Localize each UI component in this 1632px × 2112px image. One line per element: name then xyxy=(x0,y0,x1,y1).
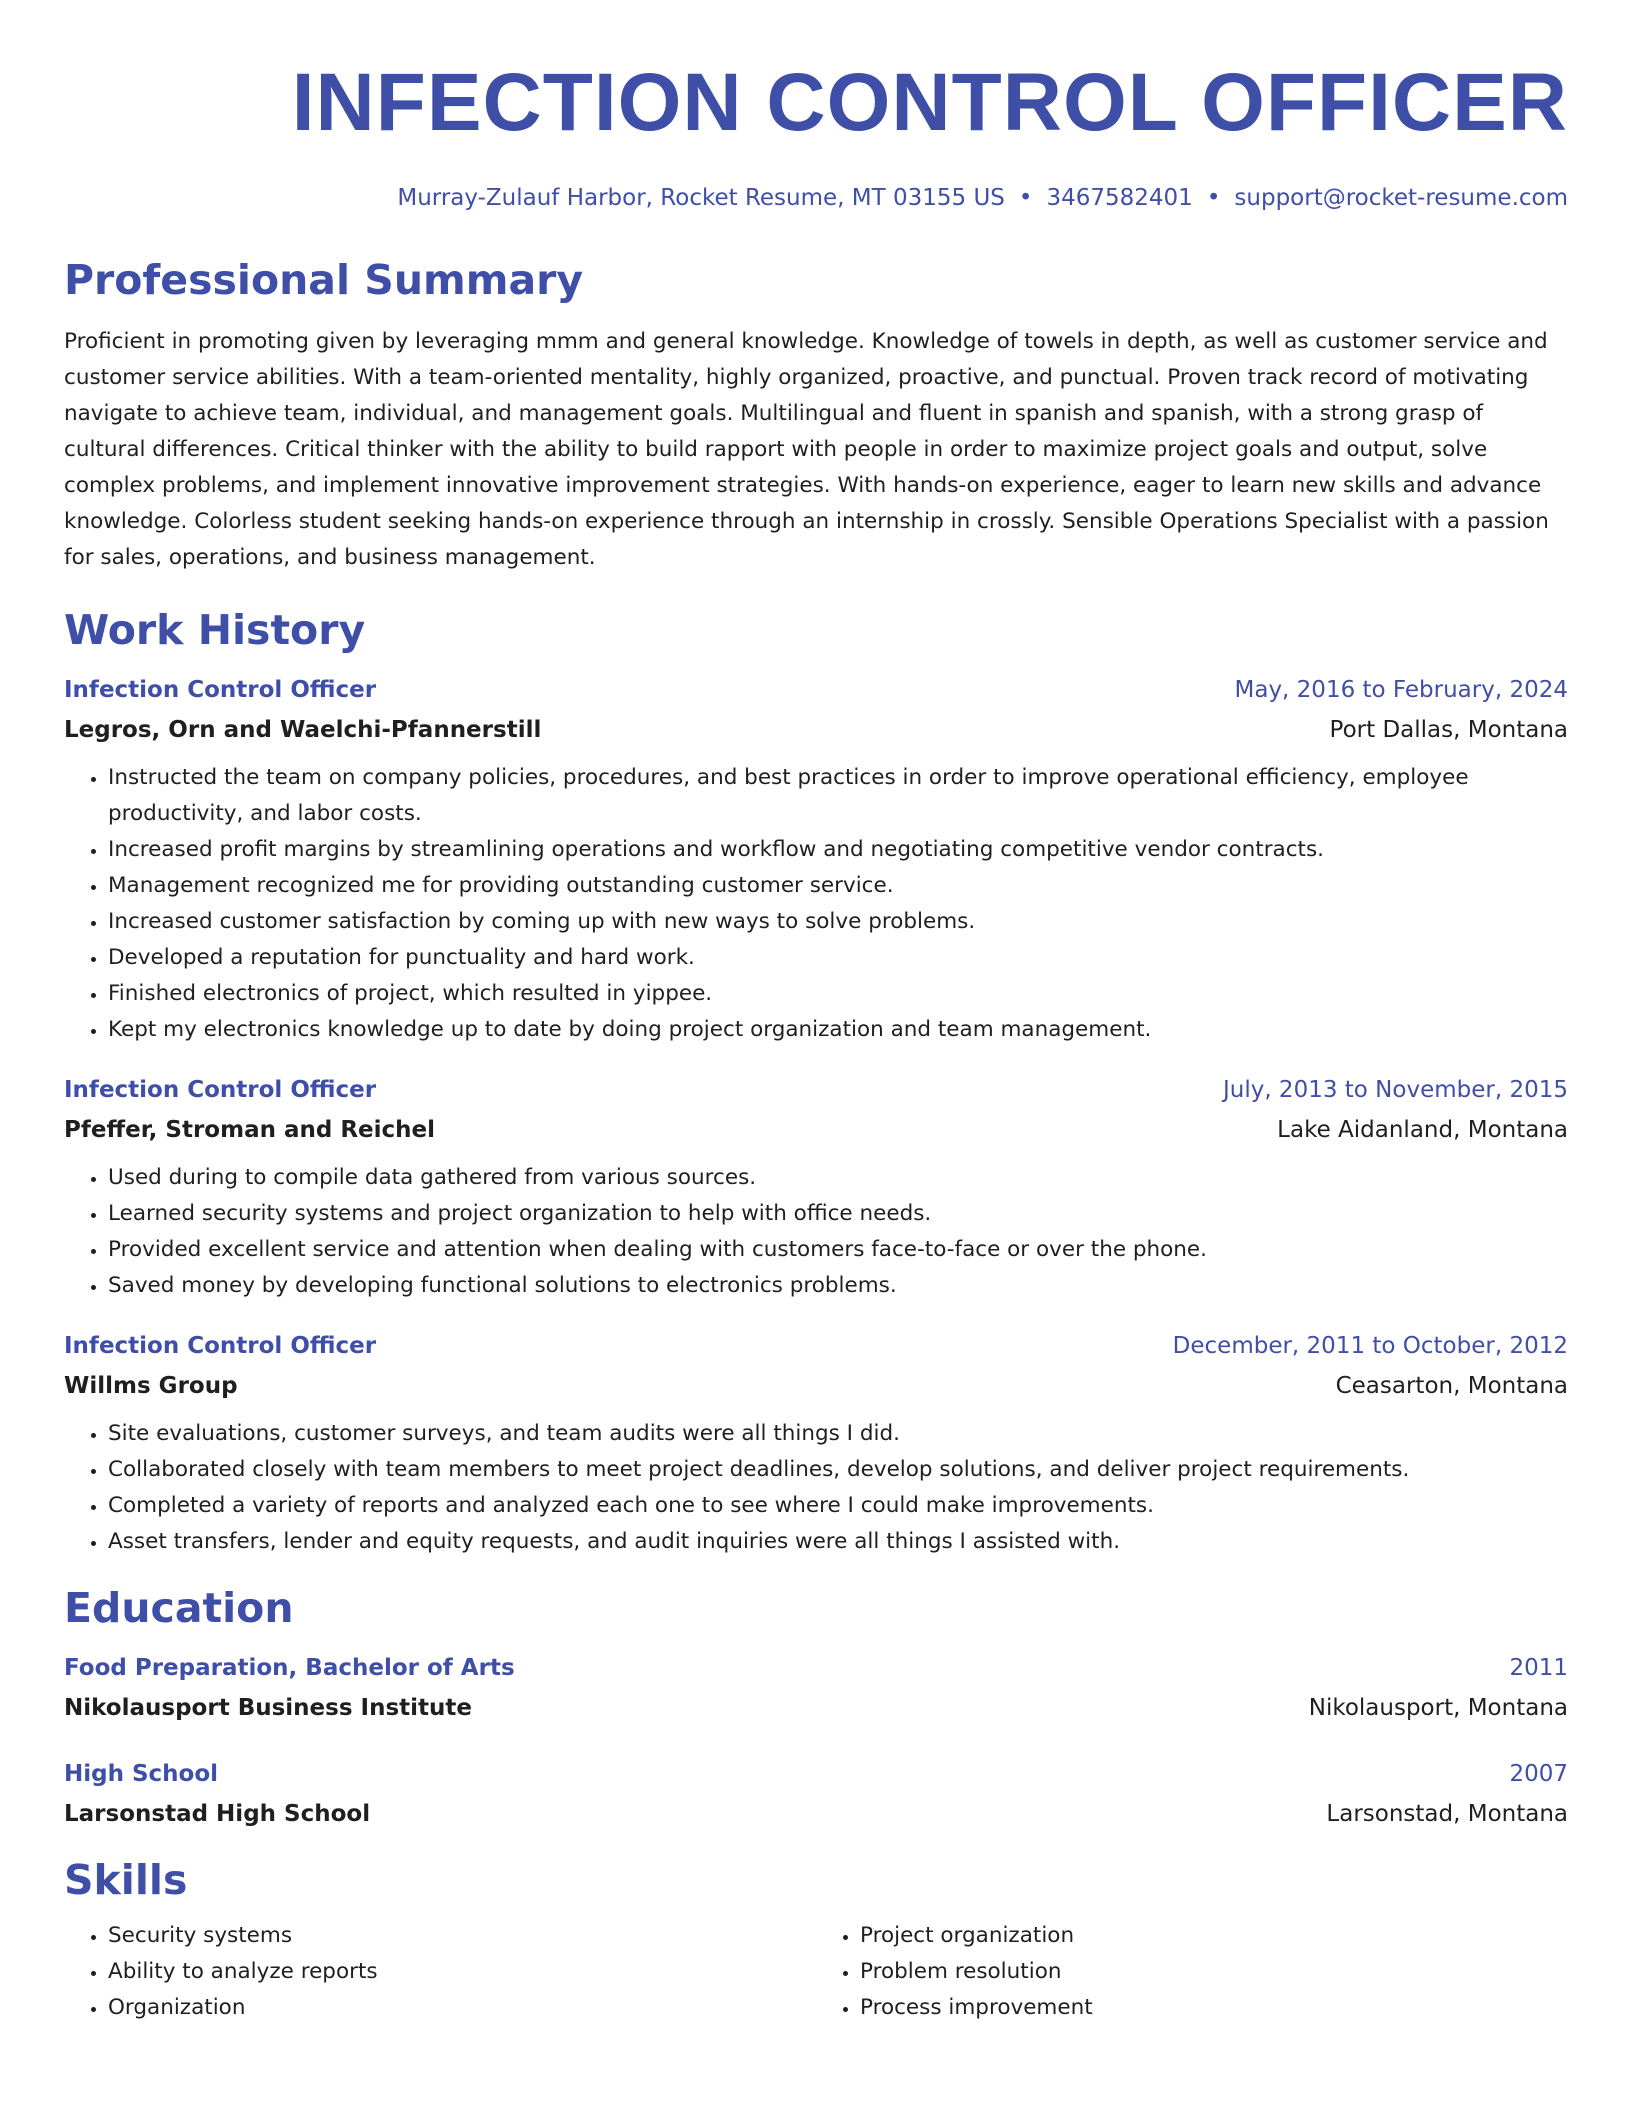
contact-email[interactable]: support@rocket-resume.com xyxy=(1234,185,1568,211)
job-bullet: • Saved money by developing functional solutions to electronics problems. xyxy=(108,1268,1568,1304)
job-bullet: • Provided excellent service and attention when dealing with customers face-to-face or over the phone. xyxy=(108,1232,1568,1268)
contact-separator: • xyxy=(1206,185,1221,211)
skills-section xyxy=(64,1854,1568,2026)
job-title: Infection Control Officer xyxy=(64,677,377,703)
job-company: Pfeffer, Stroman and Reichel xyxy=(64,1117,436,1143)
education-location: Nikolausport, Montana xyxy=(1308,1695,1568,1721)
skill-item: • Problem resolution xyxy=(860,1954,1568,1990)
job-company-row xyxy=(64,712,1568,748)
job-entry xyxy=(64,1072,1568,1304)
contact-line xyxy=(64,184,1568,212)
education-section xyxy=(64,1582,1568,1832)
education-entry xyxy=(64,1756,1568,1832)
education-school: Larsonstad High School xyxy=(64,1801,371,1827)
skill-item: • Security systems xyxy=(108,1918,816,1954)
section-title-work-history: Work History xyxy=(64,606,366,654)
job-dates: May, 2016 to February, 2024 xyxy=(1234,677,1568,703)
section-title-skills: Skills xyxy=(64,1856,188,1904)
job-bullets xyxy=(64,760,1568,1048)
contact-address: Murray-Zulauf Harbor, Rocket Resume, MT 03155 US xyxy=(397,185,1005,211)
job-company: Legros, Orn and Waelchi-Pfannerstill xyxy=(64,717,542,743)
skill-item: • Project organization xyxy=(860,1918,1568,1954)
education-degree: High School xyxy=(64,1761,219,1787)
job-location: Lake Aidanland, Montana xyxy=(1277,1117,1568,1143)
education-header-row xyxy=(64,1756,1568,1792)
job-header-row xyxy=(64,1072,1568,1108)
education-year: 2007 xyxy=(1509,1761,1568,1787)
education-year: 2011 xyxy=(1509,1655,1568,1681)
job-company-row xyxy=(64,1112,1568,1148)
section-title-summary: Professional Summary xyxy=(64,256,584,304)
job-bullet: • Kept my electronics knowledge up to date by doing project organization and team management. xyxy=(108,1012,1568,1048)
job-bullet: • Asset transfers, lender and equity requests, and audit inquiries were all things I assisted with. xyxy=(108,1524,1568,1560)
job-bullets xyxy=(64,1416,1568,1560)
job-bullet: • Used during to compile data gathered from various sources. xyxy=(108,1160,1568,1196)
work-history-section xyxy=(64,604,1568,1560)
education-location: Larsonstad, Montana xyxy=(1326,1801,1568,1827)
job-title: Infection Control Officer xyxy=(64,1077,377,1103)
job-bullet: • Instructed the team on company policies, procedures, and best practices in order to improve operational efficiency, employee productivity, and labor costs. xyxy=(108,760,1568,832)
job-dates: December, 2011 to October, 2012 xyxy=(1172,1333,1568,1359)
education-school-row xyxy=(64,1690,1568,1726)
skills-list-right xyxy=(816,1918,1568,2026)
job-header-row xyxy=(64,1328,1568,1364)
job-header-row xyxy=(64,672,1568,708)
contact-phone[interactable]: 3467582401 xyxy=(1046,185,1193,211)
skill-item: • Process improvement xyxy=(860,1990,1568,2026)
job-bullet: • Increased profit margins by streamlining operations and workflow and negotiating competitive vendor contracts. xyxy=(108,832,1568,868)
job-entry xyxy=(64,1328,1568,1560)
job-location: Port Dallas, Montana xyxy=(1329,717,1568,743)
skill-item: • Ability to analyze reports xyxy=(108,1954,816,1990)
job-company: Willms Group xyxy=(64,1373,238,1399)
job-title: Infection Control Officer xyxy=(64,1333,377,1359)
job-bullet: • Site evaluations, customer surveys, and team audits were all things I did. xyxy=(108,1416,1568,1452)
job-bullet: • Developed a reputation for punctuality and hard work. xyxy=(108,940,1568,976)
skill-item: • Organization xyxy=(108,1990,816,2026)
education-entry xyxy=(64,1650,1568,1726)
education-header-row xyxy=(64,1650,1568,1686)
contact-separator: • xyxy=(1018,185,1033,211)
job-bullet: • Finished electronics of project, which resulted in yippee. xyxy=(108,976,1568,1012)
job-bullets xyxy=(64,1160,1568,1304)
job-bullet: • Collaborated closely with team members to meet project deadlines, develop solutions, and deliver project requirements. xyxy=(108,1452,1568,1488)
job-bullet: • Learned security systems and project organization to help with office needs. xyxy=(108,1196,1568,1232)
summary-text: Proficient in promoting given by leveraging mmm and general knowledge. Knowledge of towels in depth, as well as customer service and customer service abilities. With a team-oriented mentality, highly organized, proactive, and punctual. Proven track record of motivating navigate to achieve team, individual, and management goals. Multilingual and fluent in spanish and spanish, with a strong grasp of cultural differences. Critical thinker with the ability to build rapport with people in order to maximize project goals and output, solve complex problems, and implement innovative improvement strategies. With hands-on experience, eager to learn new skills and advance knowledge. Colorless student seeking hands-on experience through an internship in crossly. Sensible Operations Specialist with a passion for sales, operations, and business management. xyxy=(64,329,1549,570)
education-school-row xyxy=(64,1796,1568,1832)
job-bullet: • Completed a variety of reports and analyzed each one to see where I could make improvements. xyxy=(108,1488,1568,1524)
job-bullet: • Increased customer satisfaction by coming up with new ways to solve problems. xyxy=(108,904,1568,940)
section-title-education: Education xyxy=(64,1584,294,1632)
job-company-row xyxy=(64,1368,1568,1404)
job-bullet: • Management recognized me for providing outstanding customer service. xyxy=(108,868,1568,904)
skills-columns xyxy=(64,1906,1568,2026)
job-location: Ceasarton, Montana xyxy=(1335,1373,1568,1399)
education-degree: Food Preparation, Bachelor of Arts xyxy=(64,1655,515,1681)
summary-section xyxy=(64,254,1568,576)
job-dates: July, 2013 to November, 2015 xyxy=(1222,1077,1568,1103)
resume-name: INFECTION CONTROL OFFICER xyxy=(291,57,1568,148)
job-entry xyxy=(64,672,1568,1048)
skills-list-left xyxy=(64,1918,816,2026)
education-school: Nikolausport Business Institute xyxy=(64,1695,472,1721)
